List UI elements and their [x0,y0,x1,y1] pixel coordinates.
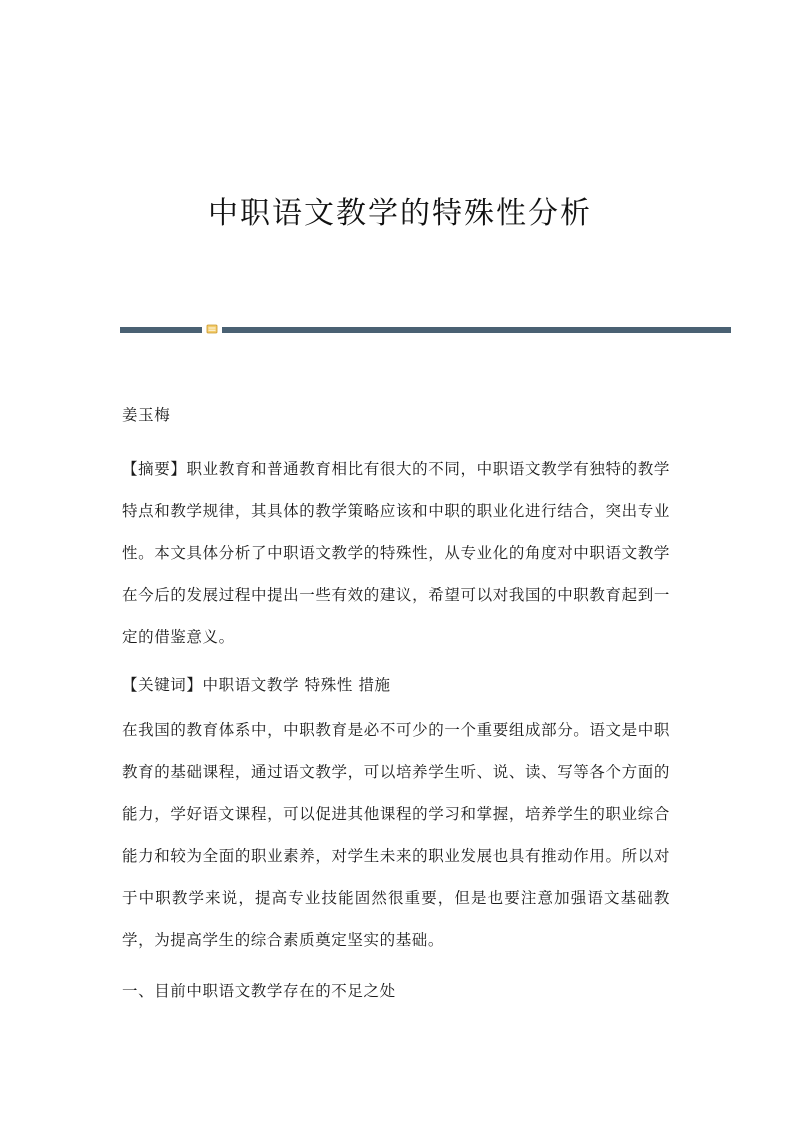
author-text: 姜玉梅 [122,406,171,424]
abstract-line: 性。本文具体分析了中职语文教学的特殊性，从专业化的角度对中职语文教学 [122,544,670,562]
abstract-line: 【摘要】职业教育和普通教育相比有很大的不同，中职语文教学有独特的教学 [122,460,670,478]
document-title: 中职语文教学的特殊性分析 [208,196,592,231]
section-heading-text: 一、目前中职语文教学存在的不足之处 [122,982,396,1000]
abstract-line: 在今后的发展过程中提出一些有效的建议，希望可以对我国的中职教育起到一 [122,586,670,604]
intro-line: 于中职教学来说，提高专业技能固然很重要，但是也要注意加强语文基础教 [122,889,670,907]
intro-line: 教育的基础课程，通过语文教学，可以培养学生听、说、读、写等各个方面的 [122,763,670,781]
title-divider [120,323,731,337]
pencil-icon [206,323,218,335]
intro-line: 能力，学好语文课程，可以促进其他课程的学习和掌握，培养学生的职业综合 [122,805,670,823]
divider-left-bar [120,327,202,333]
abstract-line: 定的借鉴意义。 [122,628,235,646]
intro-line: 学，为提高学生的综合素质奠定坚实的基础。 [122,931,445,949]
intro-line: 在我国的教育体系中，中职教育是必不可少的一个重要组成部分。语文是中职 [122,721,670,739]
intro-line: 能力和较为全面的职业素养，对学生未来的职业发展也具有推动作用。所以对 [122,847,670,865]
divider-right-bar [222,327,731,333]
keywords-text: 【关键词】中职语文教学 特殊性 措施 [122,676,391,694]
abstract-line: 特点和教学规律，其具体的教学策略应该和中职的职业化进行结合，突出专业 [122,502,670,520]
